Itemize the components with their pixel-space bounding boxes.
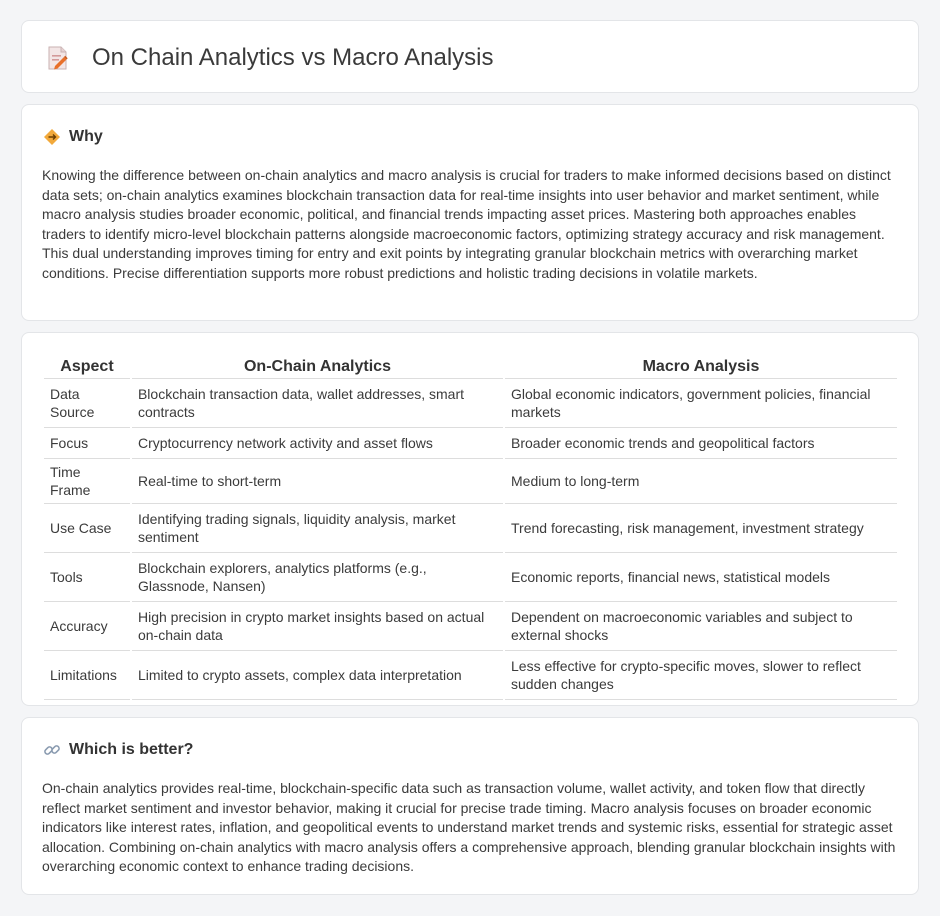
macro-cell: Dependent on macroeconomic variables and subject to external shocks [505,602,897,651]
aspect-cell: Tools [44,553,130,602]
table-row [44,459,897,504]
diamond-arrows-icon [43,128,61,146]
why-text: Knowing the difference between on-chain analytics and macro analysis is crucial for traders to make informed decisions based on distinct data sets; on-chain analytics examines blockchain transaction data for real-time insights into user behavior and market sentiment, while macro analysis studies broader economic, political, and financial trends impacting asset prices. Mastering both approaches enables traders to identify micro-level blockchain patterns alongside macroeconomic factors, optimizing strategy accuracy and risk management. This dual understanding improves timing for entry and exit points by integrating granular blockchain metrics with overarching market conditions. Precise differentiation supports more robust predictions and holistic trading decisions in volatile markets. [42,167,891,281]
on-chain-cell: Blockchain explorers, analytics platforms (e.g., Glassnode, Nansen) [132,553,503,602]
table-row [44,379,897,428]
better-heading [43,740,193,760]
header-card [21,20,919,93]
header-row [46,43,494,73]
which-is-better-section [21,717,919,895]
table-row [44,651,897,700]
aspect-cell: Limitations [44,651,130,700]
aspect-cell: Focus [44,428,130,459]
comparison-table [42,353,899,700]
why-title: Why [69,128,103,145]
better-title: Which is better? [69,741,194,758]
aspect-cell: Accuracy [44,602,130,651]
on-chain-cell: Limited to crypto assets, complex data interpretation [132,651,503,700]
on-chain-cell: Real-time to short-term [132,459,503,504]
aspect-cell: Use Case [44,504,130,553]
table-row [44,602,897,651]
aspect-cell: Time Frame [44,459,130,504]
table-row [44,504,897,553]
why-heading [43,127,103,147]
on-chain-cell: Cryptocurrency network activity and asset flows [132,428,503,459]
header-on-chain: On-Chain Analytics [132,353,503,379]
macro-cell: Trend forecasting, risk management, investment strategy [505,504,897,553]
aspect-cell: Data Source [44,379,130,428]
better-text: On-chain analytics provides real-time, blockchain-specific data such as transaction volume, wallet activity, and token flow that directly reflect market sentiment and investor behavior, making it crucial for precise trade timing. Macro analysis focuses on broader economic indicators like interest rates, inflation, and geopolitical events to understand market trends and systemic risks, essential for strategic asset allocation. Combining on-chain analytics with macro analysis offers a comprehensive approach, blending granular blockchain insights with overarching economic context to enhance trading decisions. [42,780,896,875]
macro-cell: Economic reports, financial news, statistical models [505,553,897,602]
on-chain-cell: Identifying trading signals, liquidity analysis, market sentiment [132,504,503,553]
macro-cell: Less effective for crypto-specific moves, slower to reflect sudden changes [505,651,897,700]
header-macro: Macro Analysis [505,353,897,379]
macro-cell: Global economic indicators, government policies, financial markets [505,379,897,428]
table-row [44,428,897,459]
document-pencil-icon [46,45,70,71]
comparison-section [21,332,919,706]
link-icon [43,741,61,759]
on-chain-cell: Blockchain transaction data, wallet addresses, smart contracts [132,379,503,428]
header-aspect: Aspect [44,353,130,379]
page-title: On Chain Analytics vs Macro Analysis [92,44,494,71]
macro-cell: Medium to long-term [505,459,897,504]
table-header-row [44,353,897,379]
why-section [21,104,919,321]
table-row [44,553,897,602]
macro-cell: Broader economic trends and geopolitical factors [505,428,897,459]
on-chain-cell: High precision in crypto market insights based on actual on-chain data [132,602,503,651]
